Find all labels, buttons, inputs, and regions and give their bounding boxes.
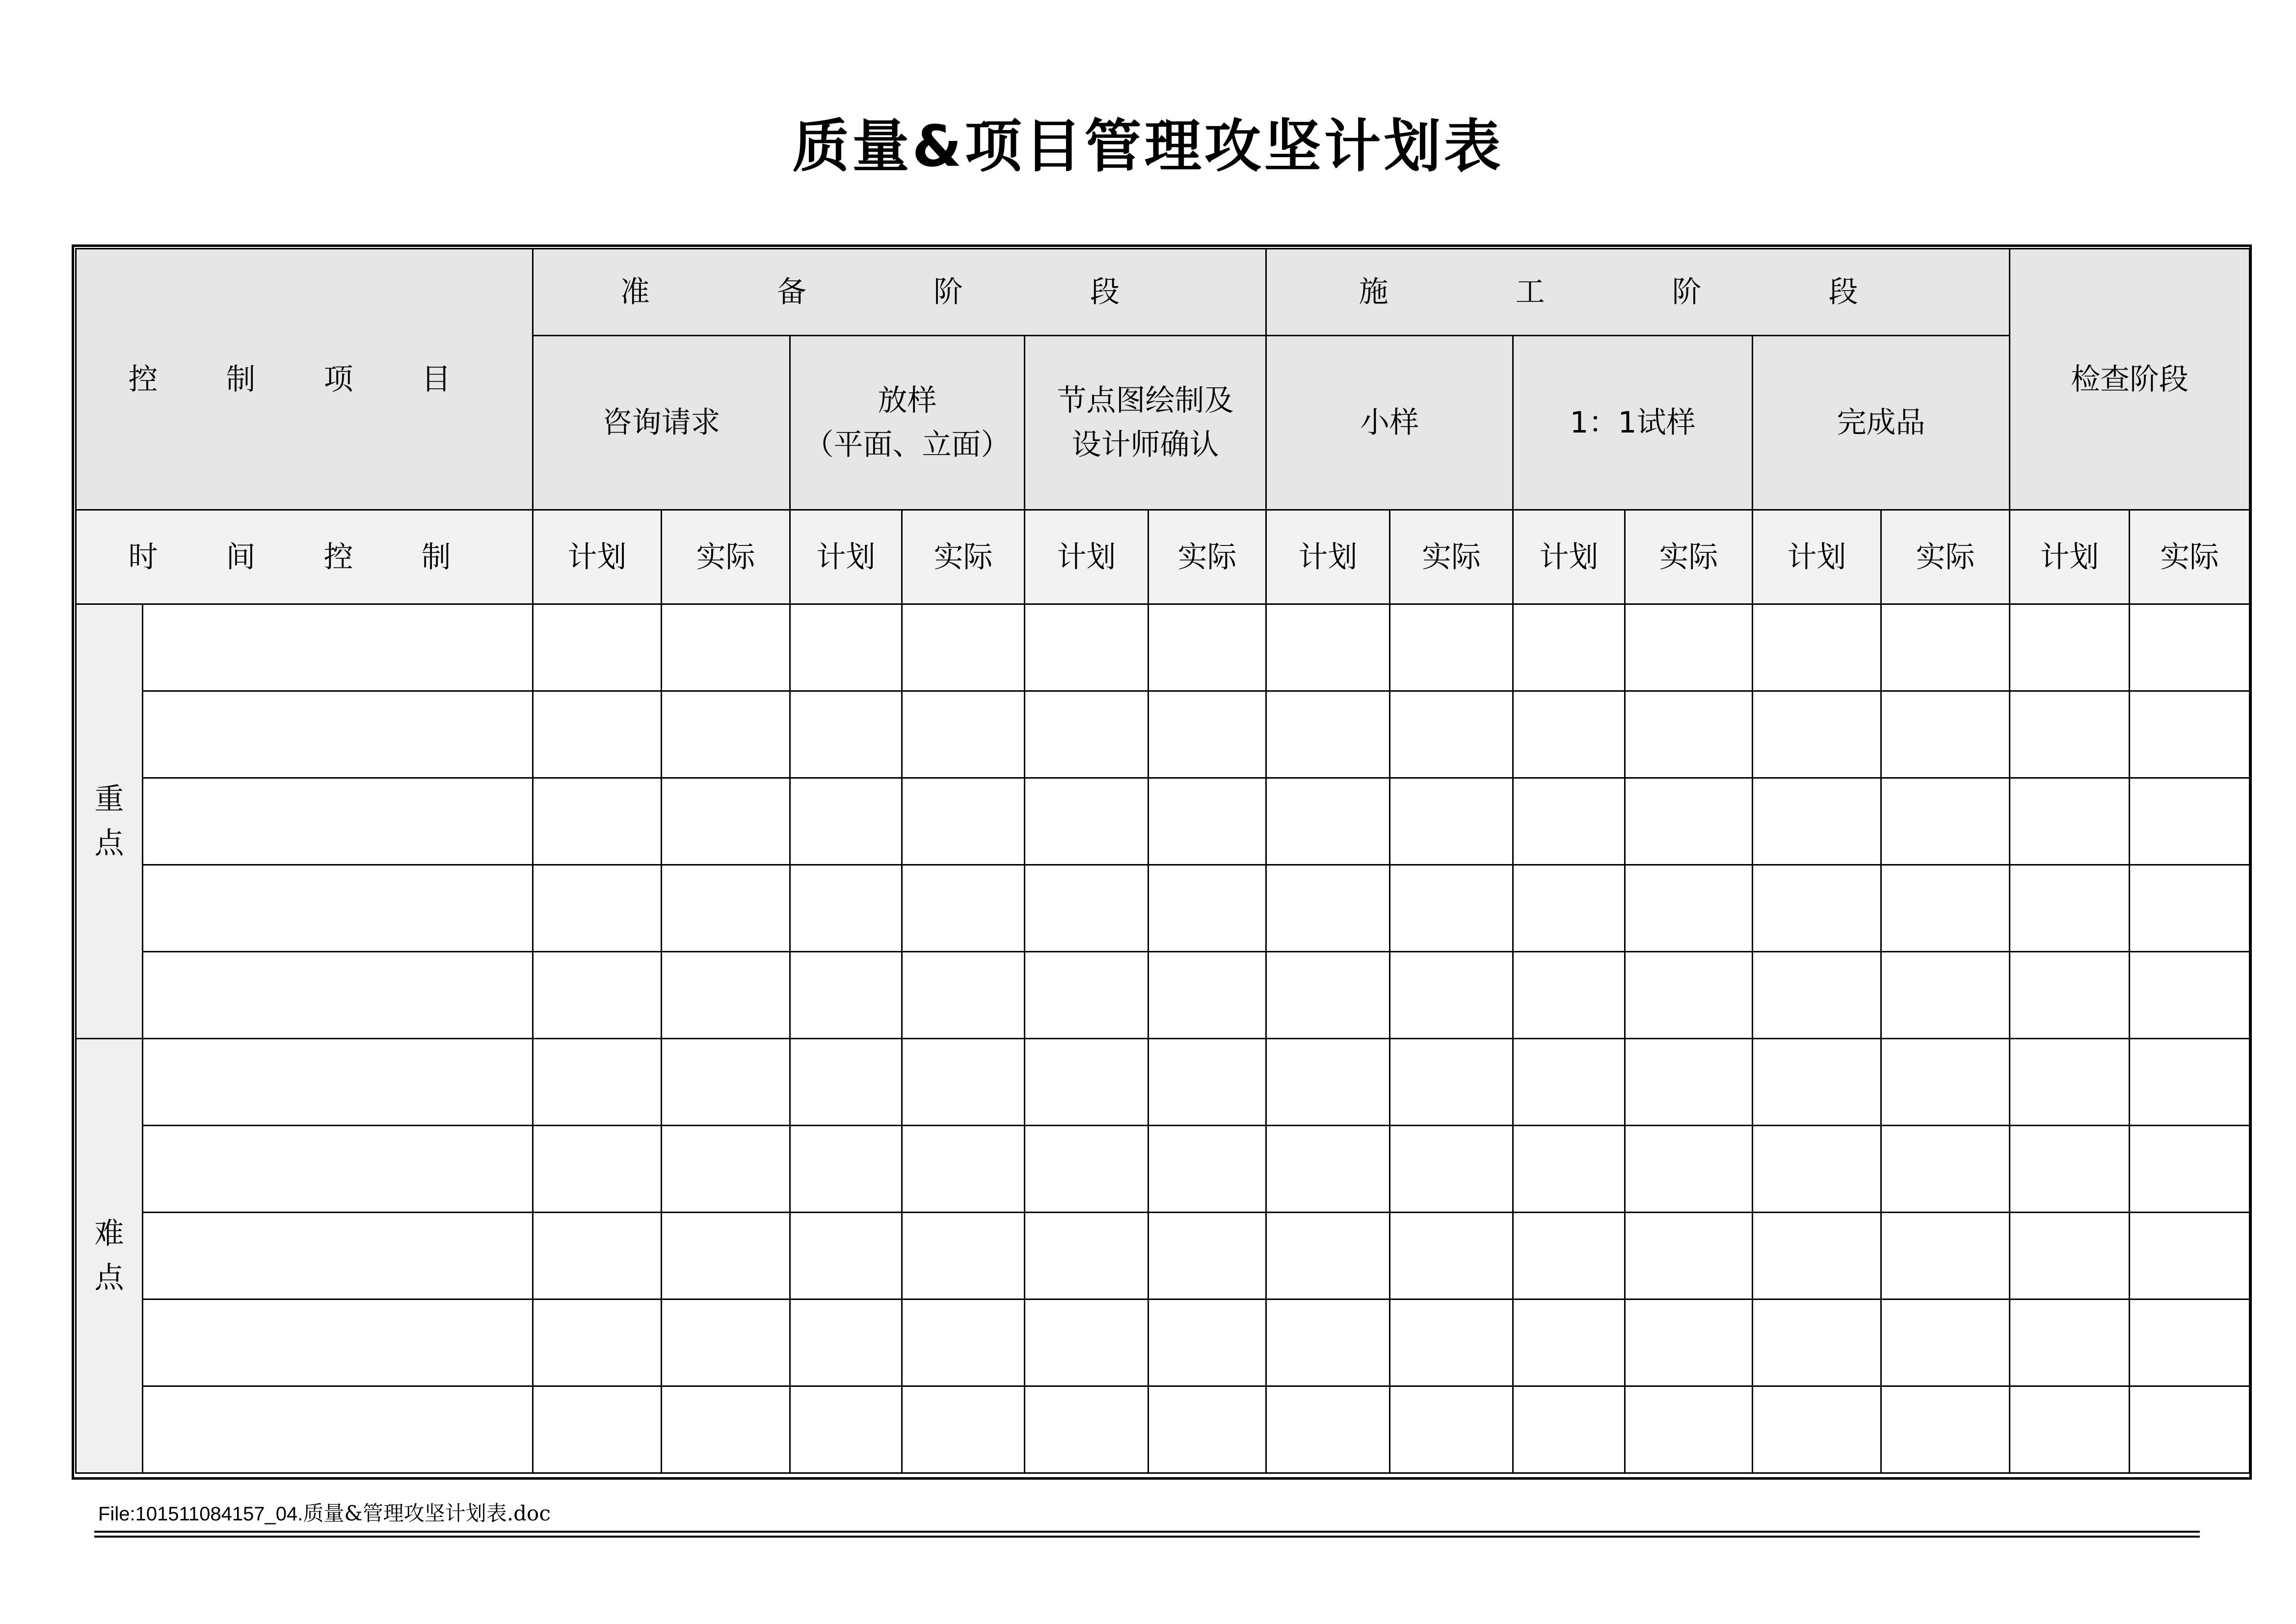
table-row	[76, 604, 2250, 691]
entry-cell[interactable]	[1513, 952, 1625, 1039]
entry-cell[interactable]	[1881, 691, 2010, 778]
entry-cell[interactable]	[1390, 691, 1513, 778]
entry-cell[interactable]	[790, 778, 902, 865]
item-cell[interactable]	[143, 1386, 533, 1473]
entry-cell[interactable]	[1390, 604, 1513, 691]
item-cell[interactable]	[143, 1126, 533, 1213]
entry-cell[interactable]	[1148, 1299, 1266, 1386]
entry-cell[interactable]	[662, 1126, 790, 1213]
entry-cell[interactable]	[902, 1299, 1025, 1386]
entry-cell[interactable]	[1266, 1299, 1390, 1386]
entry-cell[interactable]	[1148, 865, 1266, 952]
entry-cell[interactable]	[1390, 952, 1513, 1039]
entry-cell[interactable]	[1513, 1039, 1625, 1126]
entry-cell[interactable]	[1025, 778, 1148, 865]
entry-cell[interactable]	[1625, 952, 1753, 1039]
entry-cell[interactable]	[1625, 1213, 1753, 1299]
entry-cell[interactable]	[1881, 1039, 2010, 1126]
entry-cell[interactable]	[902, 691, 1025, 778]
entry-cell[interactable]	[1881, 1126, 2010, 1213]
entry-cell[interactable]	[1753, 865, 1881, 952]
entry-cell[interactable]	[902, 1039, 1025, 1126]
entry-cell[interactable]	[790, 691, 902, 778]
table-row	[76, 952, 2250, 1039]
entry-cell[interactable]	[1881, 865, 2010, 952]
entry-cell[interactable]	[1625, 691, 1753, 778]
actual-label: 实际	[1390, 510, 1513, 604]
entry-cell[interactable]	[1266, 952, 1390, 1039]
entry-cell[interactable]	[662, 865, 790, 952]
entry-cell[interactable]	[1390, 1213, 1513, 1299]
actual-label: 实际	[1881, 510, 2010, 604]
file-path-footer	[98, 1497, 551, 1527]
entry-cell[interactable]	[662, 1039, 790, 1126]
entry-cell[interactable]	[1266, 1386, 1390, 1473]
entry-cell[interactable]	[1513, 604, 1625, 691]
actual-label: 实际	[2130, 510, 2250, 604]
entry-cell[interactable]	[2130, 865, 2250, 952]
entry-cell[interactable]	[1625, 604, 1753, 691]
entry-cell[interactable]	[790, 1213, 902, 1299]
item-cell[interactable]	[143, 865, 533, 952]
item-cell[interactable]	[143, 952, 533, 1039]
entry-cell[interactable]	[1881, 778, 2010, 865]
entry-cell[interactable]	[1266, 1213, 1390, 1299]
entry-cell[interactable]	[2130, 1386, 2250, 1473]
plan-label: 计划	[1266, 510, 1390, 604]
entry-cell[interactable]	[1753, 1299, 1881, 1386]
entry-cell[interactable]	[1025, 1299, 1148, 1386]
entry-cell[interactable]	[1266, 865, 1390, 952]
finished-product-header: 完成品	[1753, 336, 2010, 510]
entry-cell[interactable]	[533, 1386, 662, 1473]
prep-stage-header: 准 备 阶 段	[533, 249, 1266, 336]
key-points-label: 重 点	[76, 604, 143, 1039]
entry-cell[interactable]	[902, 778, 1025, 865]
construction-stage-header: 施 工 阶 段	[1266, 249, 2010, 336]
entry-cell[interactable]	[1513, 1126, 1625, 1213]
entry-cell[interactable]	[1625, 778, 1753, 865]
entry-cell[interactable]	[1025, 604, 1148, 691]
item-cell[interactable]	[143, 691, 533, 778]
entry-cell[interactable]	[662, 778, 790, 865]
plan-label: 计划	[1753, 510, 1881, 604]
entry-cell[interactable]	[1148, 604, 1266, 691]
entry-cell[interactable]	[1625, 865, 1753, 952]
entry-cell[interactable]	[533, 604, 662, 691]
entry-cell[interactable]	[1625, 1299, 1753, 1386]
entry-cell[interactable]	[2010, 604, 2130, 691]
entry-cell[interactable]	[1148, 691, 1266, 778]
table-row	[76, 691, 2250, 778]
entry-cell[interactable]	[1881, 604, 2010, 691]
entry-cell[interactable]	[790, 604, 902, 691]
entry-cell[interactable]	[1148, 1213, 1266, 1299]
entry-cell[interactable]	[533, 1039, 662, 1126]
entry-cell[interactable]	[533, 778, 662, 865]
entry-cell[interactable]	[533, 1126, 662, 1213]
entry-cell[interactable]	[1513, 865, 1625, 952]
entry-cell[interactable]	[2130, 1126, 2250, 1213]
node-drawing-header: 节点图绘制及 设计师确认	[1025, 336, 1266, 510]
item-cell[interactable]	[143, 1299, 533, 1386]
plan-label: 计划	[1025, 510, 1148, 604]
entry-cell[interactable]	[662, 952, 790, 1039]
entry-cell[interactable]	[533, 1299, 662, 1386]
file-extension: .doc	[507, 1501, 551, 1525]
plan-label: 计划	[790, 510, 902, 604]
entry-cell[interactable]	[2130, 1213, 2250, 1299]
entry-cell[interactable]	[533, 865, 662, 952]
table-row	[76, 1126, 2250, 1213]
entry-cell[interactable]	[1753, 1213, 1881, 1299]
entry-cell[interactable]	[662, 1299, 790, 1386]
entry-cell[interactable]	[1753, 604, 1881, 691]
entry-cell[interactable]	[2010, 1299, 2130, 1386]
entry-cell[interactable]	[1753, 952, 1881, 1039]
control-item-header: 控 制 项 目	[76, 249, 533, 510]
file-name: 质量&管理攻坚计划表	[303, 1501, 507, 1525]
table-row	[76, 778, 2250, 865]
time-control-header: 时 间 控 制	[76, 510, 533, 604]
entry-cell[interactable]	[1148, 1039, 1266, 1126]
entry-cell[interactable]	[1390, 778, 1513, 865]
entry-cell[interactable]	[902, 952, 1025, 1039]
actual-label: 实际	[902, 510, 1025, 604]
entry-cell[interactable]	[2010, 1039, 2130, 1126]
table-row	[76, 865, 2250, 952]
entry-cell[interactable]	[2130, 691, 2250, 778]
footer-rule-top	[94, 1531, 2200, 1533]
entry-cell[interactable]	[1025, 865, 1148, 952]
entry-cell[interactable]	[1753, 778, 1881, 865]
entry-cell[interactable]	[1881, 1213, 2010, 1299]
entry-cell[interactable]	[662, 604, 790, 691]
entry-cell[interactable]	[1025, 952, 1148, 1039]
entry-cell[interactable]	[1753, 1126, 1881, 1213]
entry-cell[interactable]	[1266, 604, 1390, 691]
entry-cell[interactable]	[2010, 1213, 2130, 1299]
entry-cell[interactable]	[1625, 1386, 1753, 1473]
entry-cell[interactable]	[1390, 1126, 1513, 1213]
table-row	[76, 1299, 2250, 1386]
plan-table	[75, 248, 2250, 1474]
entry-cell[interactable]	[790, 1039, 902, 1126]
entry-cell[interactable]	[902, 1126, 1025, 1213]
actual-label: 实际	[1148, 510, 1266, 604]
entry-cell[interactable]	[1513, 1213, 1625, 1299]
layout-header: 放样 （平面、立面）	[790, 336, 1025, 510]
file-prefix: File:101511084157_04.	[98, 1503, 303, 1525]
entry-cell[interactable]	[1390, 865, 1513, 952]
entry-cell[interactable]	[1513, 1386, 1625, 1473]
entry-cell[interactable]	[2130, 604, 2250, 691]
entry-cell[interactable]	[1753, 1386, 1881, 1473]
entry-cell[interactable]	[790, 865, 902, 952]
entry-cell[interactable]	[902, 865, 1025, 952]
full-sample-header: 1：1试样	[1513, 336, 1753, 510]
entry-cell[interactable]	[1513, 691, 1625, 778]
entry-cell[interactable]	[2010, 865, 2130, 952]
entry-cell[interactable]	[1148, 778, 1266, 865]
entry-cell[interactable]	[2010, 1126, 2130, 1213]
table-row	[76, 1213, 2250, 1299]
entry-cell[interactable]	[1390, 1039, 1513, 1126]
entry-cell[interactable]	[1025, 1386, 1148, 1473]
entry-cell[interactable]	[1266, 1126, 1390, 1213]
entry-cell[interactable]	[1881, 1299, 2010, 1386]
entry-cell[interactable]	[790, 1299, 902, 1386]
item-cell[interactable]	[143, 1039, 533, 1126]
plan-label: 计划	[2010, 510, 2130, 604]
item-cell[interactable]	[143, 1213, 533, 1299]
entry-cell[interactable]	[1266, 691, 1390, 778]
entry-cell[interactable]	[790, 952, 902, 1039]
plan-label: 计划	[1513, 510, 1625, 604]
entry-cell[interactable]	[662, 1386, 790, 1473]
entry-cell[interactable]	[902, 604, 1025, 691]
item-cell[interactable]	[143, 778, 533, 865]
entry-cell[interactable]	[1025, 1039, 1148, 1126]
entry-cell[interactable]	[2010, 691, 2130, 778]
entry-cell[interactable]	[533, 1213, 662, 1299]
item-cell[interactable]	[143, 604, 533, 691]
entry-cell[interactable]	[902, 1386, 1025, 1473]
entry-cell[interactable]	[902, 1213, 1025, 1299]
actual-label: 实际	[662, 510, 790, 604]
entry-cell[interactable]	[533, 691, 662, 778]
actual-label: 实际	[1625, 510, 1753, 604]
entry-cell[interactable]	[1148, 1386, 1266, 1473]
entry-cell[interactable]	[1513, 778, 1625, 865]
entry-cell[interactable]	[2130, 1039, 2250, 1126]
entry-cell[interactable]	[1025, 1213, 1148, 1299]
entry-cell[interactable]	[2010, 952, 2130, 1039]
entry-cell[interactable]	[1881, 952, 2010, 1039]
entry-cell[interactable]	[1390, 1299, 1513, 1386]
entry-cell[interactable]	[533, 952, 662, 1039]
plan-label: 计划	[533, 510, 662, 604]
consult-header: 咨询请求	[533, 336, 790, 510]
entry-cell[interactable]	[1881, 1386, 2010, 1473]
entry-cell[interactable]	[662, 691, 790, 778]
entry-cell[interactable]	[2010, 1386, 2130, 1473]
entry-cell[interactable]	[1753, 691, 1881, 778]
entry-cell[interactable]	[1266, 1039, 1390, 1126]
entry-cell[interactable]	[1025, 1126, 1148, 1213]
entry-cell[interactable]	[1390, 1386, 1513, 1473]
entry-cell[interactable]	[2010, 778, 2130, 865]
entry-cell[interactable]	[1753, 1039, 1881, 1126]
entry-cell[interactable]	[1513, 1299, 1625, 1386]
entry-cell[interactable]	[1266, 778, 1390, 865]
entry-cell[interactable]	[2130, 1299, 2250, 1386]
entry-cell[interactable]	[1148, 952, 1266, 1039]
inspection-stage-header: 检查阶段	[2010, 249, 2250, 510]
document-title: 质量&项目管理攻坚计划表	[792, 113, 1504, 180]
entry-cell[interactable]	[2130, 778, 2250, 865]
entry-cell[interactable]	[662, 1213, 790, 1299]
table-row	[76, 1386, 2250, 1473]
small-sample-header: 小样	[1266, 336, 1513, 510]
entry-cell[interactable]	[1625, 1039, 1753, 1126]
difficult-points-label: 难 点	[76, 1039, 143, 1473]
table-row	[76, 1039, 2250, 1126]
footer-rule-bottom	[94, 1536, 2200, 1538]
entry-cell[interactable]	[1025, 691, 1148, 778]
entry-cell[interactable]	[790, 1126, 902, 1213]
entry-cell[interactable]	[790, 1386, 902, 1473]
entry-cell[interactable]	[1148, 1126, 1266, 1213]
entry-cell[interactable]	[2130, 952, 2250, 1039]
entry-cell[interactable]	[1625, 1126, 1753, 1213]
